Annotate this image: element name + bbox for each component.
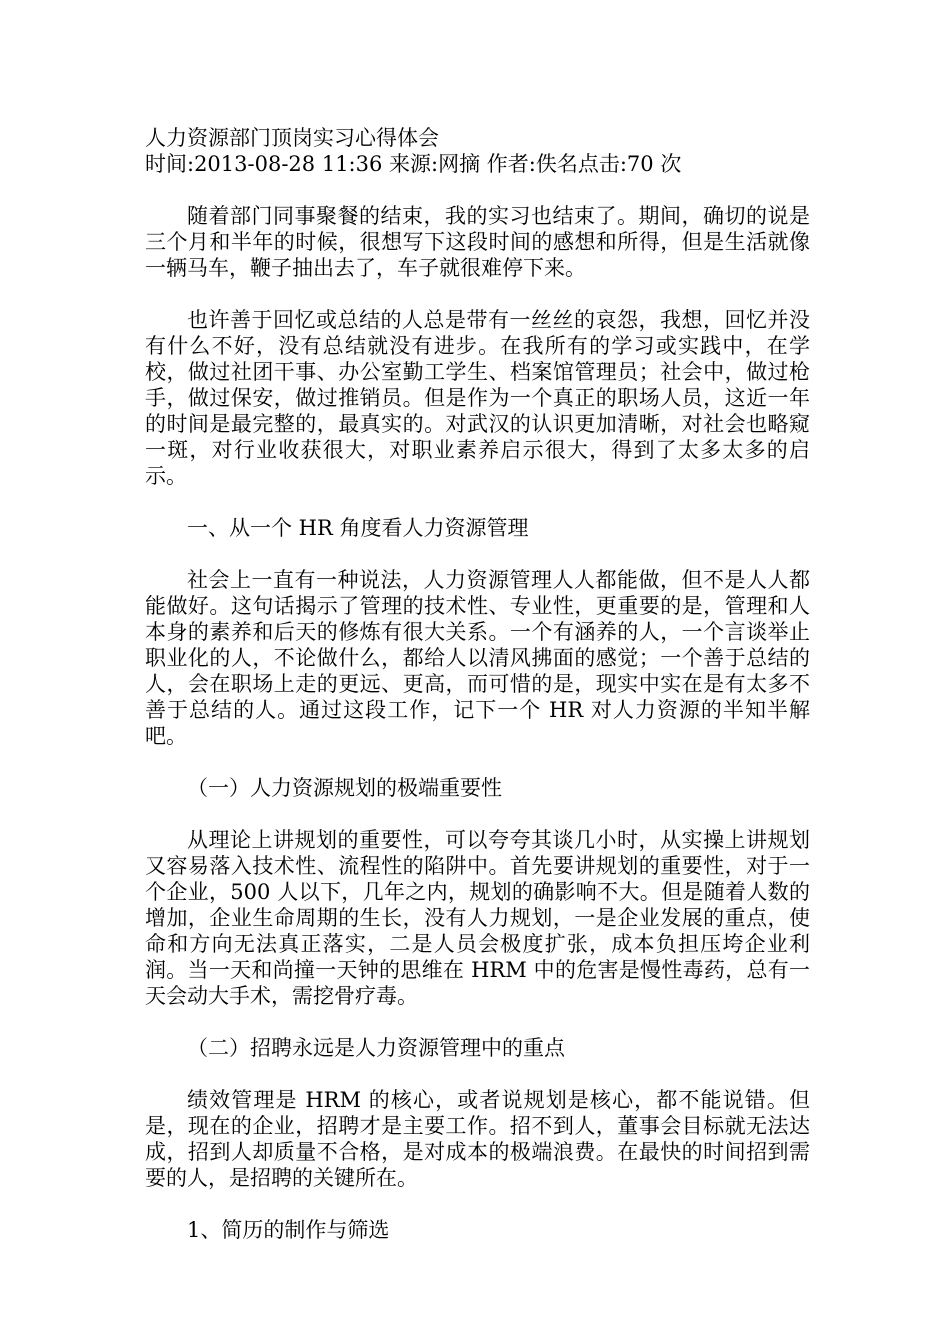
section-heading: 一、从一个 HR 角度看人力资源管理 [187, 516, 529, 540]
item-heading: 1、简历的制作与筛选 [187, 1218, 390, 1242]
document-page [145, 125, 810, 1243]
document-title: 人力资源部门顶岗实习心得体会 [145, 126, 439, 150]
paragraph: 随着部门同事聚餐的结束，我的实习也结束了。期间，确切的说是三个月和半年的时候，很想写下这段时间的感想和所得，但是生活就像一辆马车，鞭子抽出去了，车子就很难停下来。 [145, 204, 810, 280]
paragraph: 从理论上讲规划的重要性，可以夸夸其谈几小时，从实操上讲规划又容易落入技术性、流程性的陷阱中。首先要讲规划的重要性，对于一个企业，500 人以下，几年之内，规划的确影响不大。但是随着人数的增加，企业生命周期的生长，没有人力规划，一是企业发展的重点，使命和方向无法真正落实，二是人员会极度扩张，成本负担压垮企业利润。当一天和尚撞一天钟的思维在 HRM 中的危害是慢性毒药，总有一天会动大手术，需挖骨疗毒。 [145, 828, 810, 1008]
document-meta: 时间:2013-08-28 11:36 来源:网摘 作者:佚名点击:70 次 [145, 152, 682, 176]
paragraph: 也许善于回忆或总结的人总是带有一丝丝的哀怨，我想，回忆并没有什么不好，没有总结就没有进步。在我所有的学习或实践中，在学校，做过社团干事、办公室勤工学生、档案馆管理员；社会中，做过枪手，做过保安，做过推销员。但是作为一个真正的职场人员，这近一年的时间是最完整的，最真实的。对武汉的认识更加清晰，对社会也略窥一斑，对行业收获很大，对职业素养启示很大，得到了太多太多的启示。 [145, 308, 810, 488]
subsection-heading: （一）人力资源规划的极端重要性 [187, 776, 502, 800]
subsection-heading: （二）招聘永远是人力资源管理中的重点 [187, 1036, 565, 1060]
paragraph: 绩效管理是 HRM 的核心，或者说规划是核心，都不能说错。但是，现在的企业，招聘才是主要工作。招不到人，董事会目标就无法达成，招到人却质量不合格，是对成本的极端浪费。在最快的时间招到需要的人，是招聘的关键所在。 [145, 1088, 810, 1190]
paragraph: 社会上一直有一种说法，人力资源管理人人都能做，但不是人人都能做好。这句话揭示了管理的技术性、专业性，更重要的是，管理和人本身的素养和后天的修炼有很大关系。一个有涵养的人，一个言谈举止职业化的人，不论做什么，都给人以清风拂面的感觉；一个善于总结的人，会在职场上走的更远、更高，而可惜的是，现实中实在是有太多不善于总结的人。通过这段工作，记下一个 HR 对人力资源的半知半解吧。 [145, 568, 810, 748]
